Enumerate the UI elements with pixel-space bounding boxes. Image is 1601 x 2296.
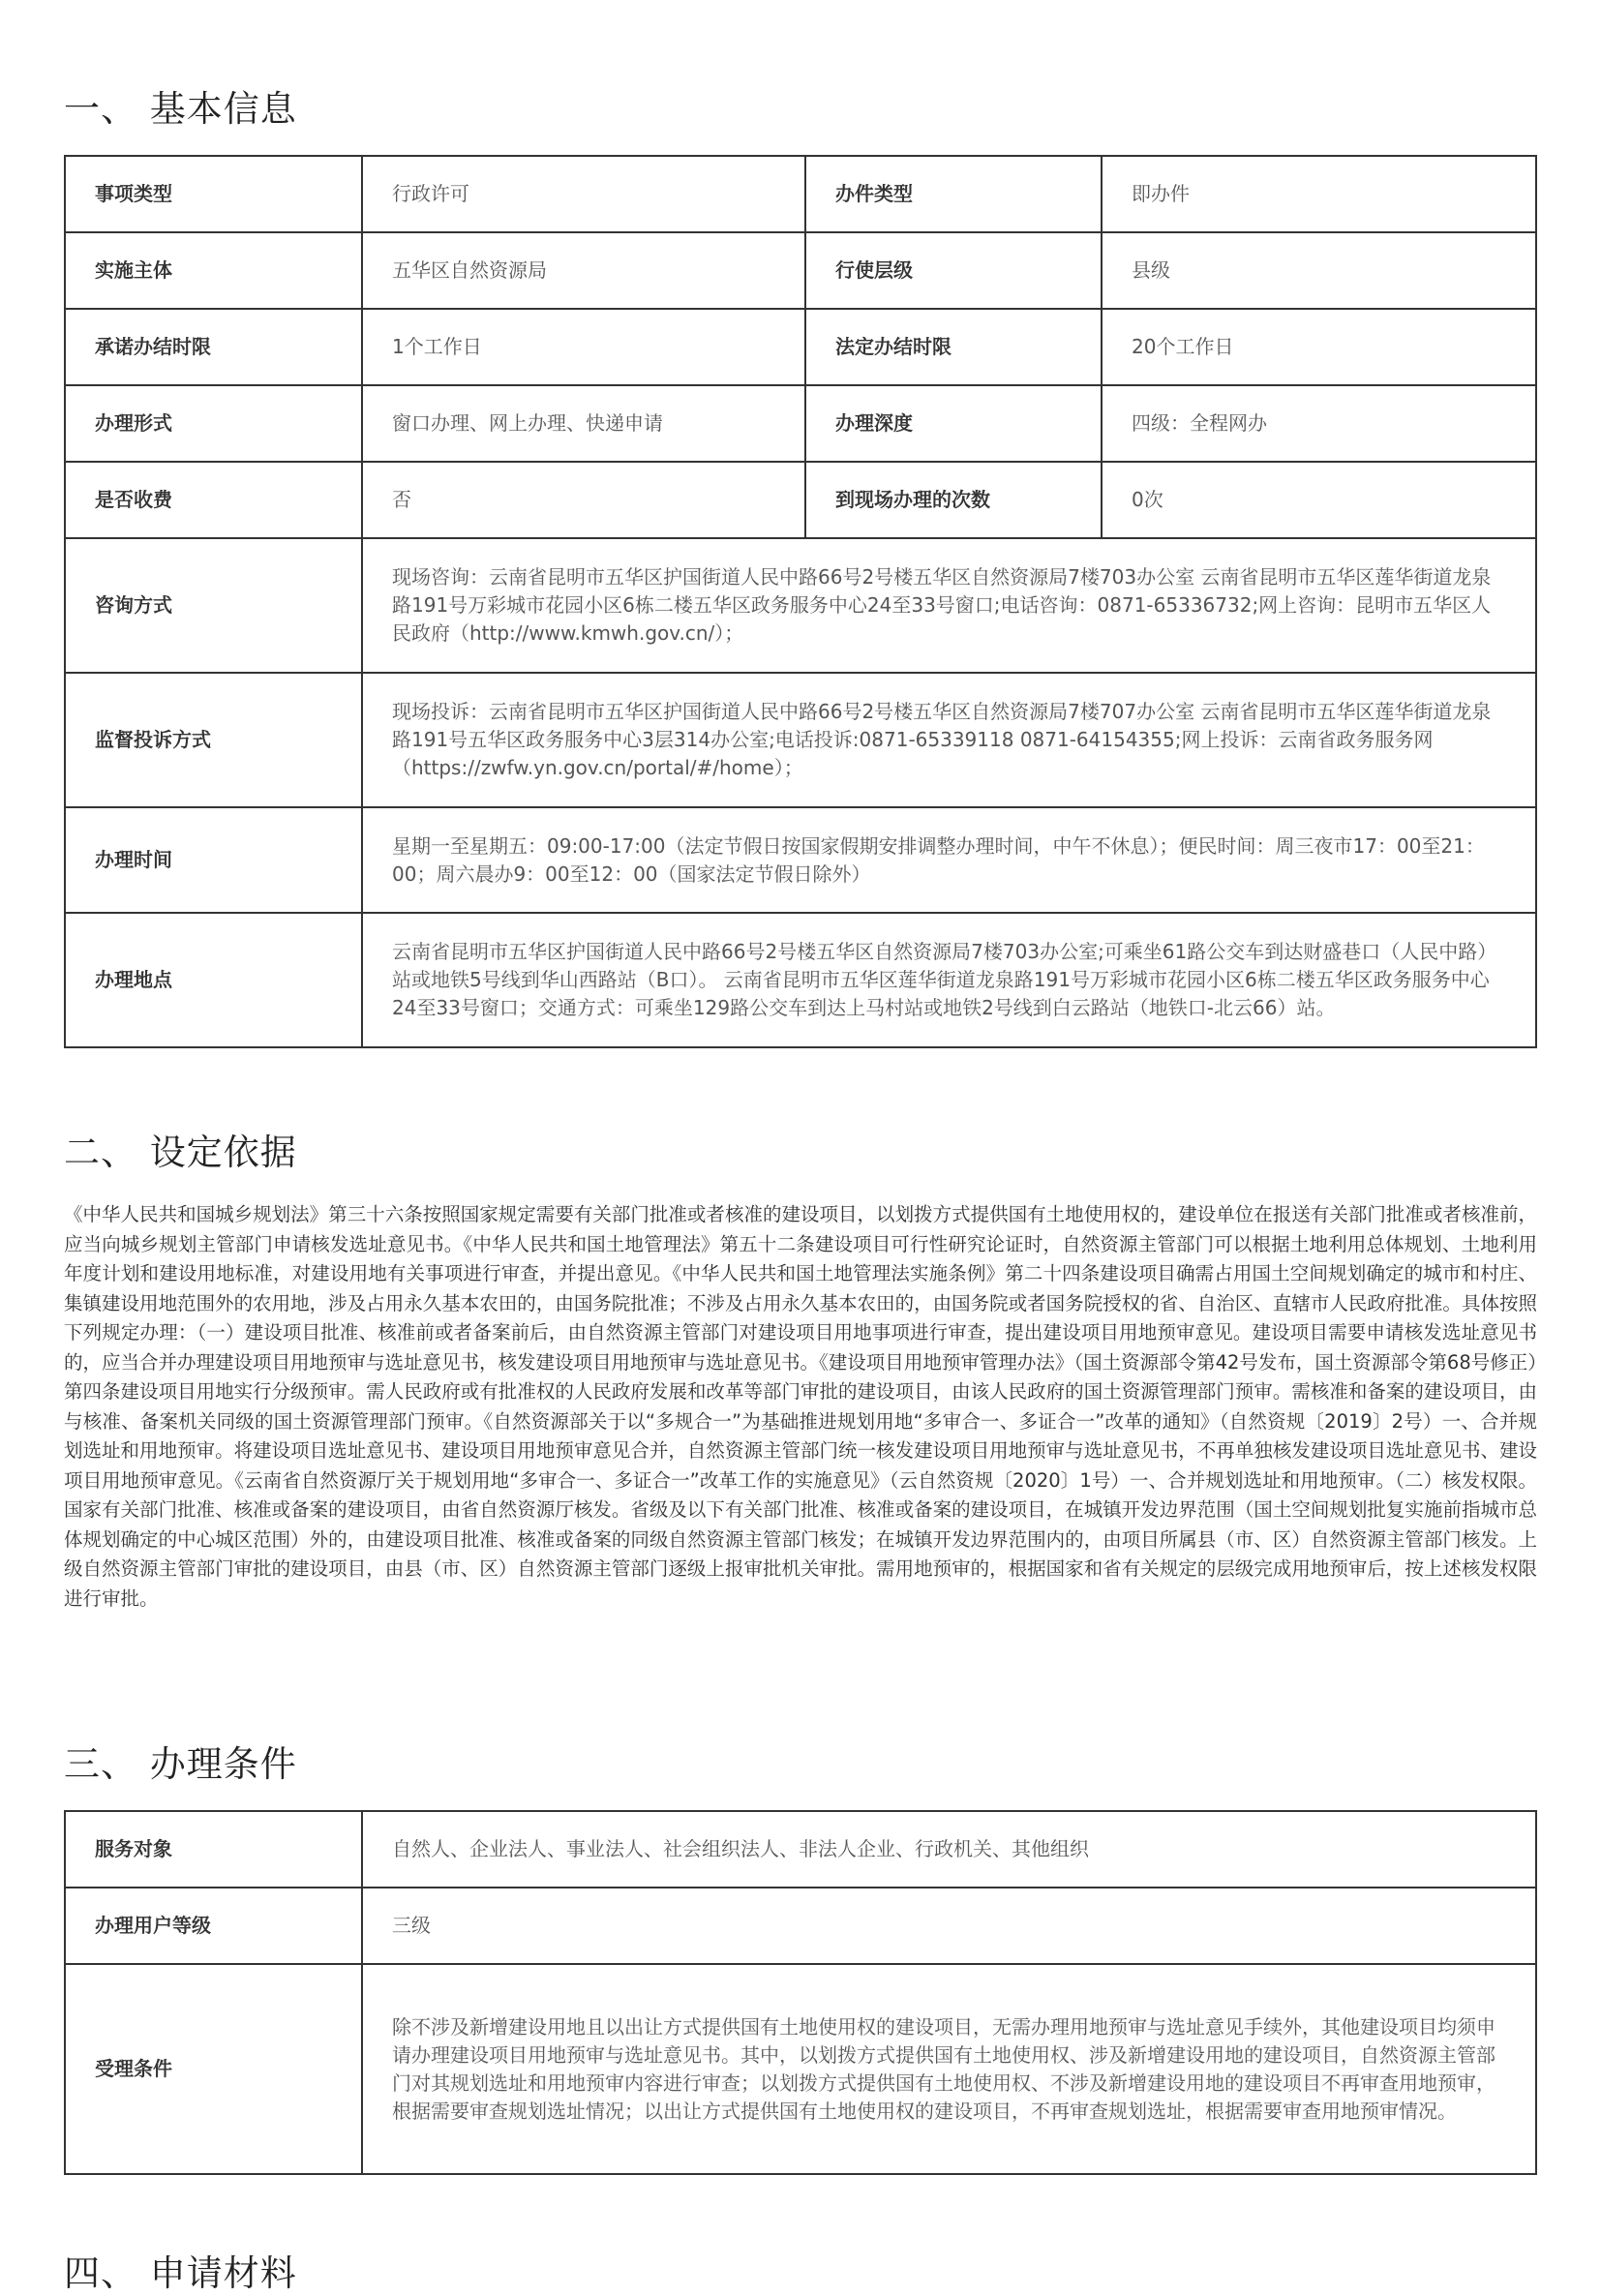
value-cell: 星期一至星期五：09:00-17:00（法定节假日按国家假期安排调整办理时间，中午不休息）；便民时间：周三夜市17：00至21：00；周六晨办9：00至12：00（国家法定节假日除外） xyxy=(362,807,1536,913)
table-row xyxy=(65,1811,1536,1888)
value-cell: 五华区自然资源局 xyxy=(362,232,805,309)
value-cell: 四级：全程网办 xyxy=(1102,385,1536,462)
basic-info-table xyxy=(64,155,1537,1048)
section-title-conditions: 三、 办理条件 xyxy=(64,1743,297,1785)
value-cell: 20个工作日 xyxy=(1102,309,1536,385)
value-cell: 三级 xyxy=(362,1888,1536,1964)
key-cell: 事项类型 xyxy=(65,156,362,232)
value-cell: 除不涉及新增建设用地且以出让方式提供国有土地使用权的建设项目，无需办理用地预审与选址意见手续外，其他建设项目均须申请办理建设项目用地预审与选址意见书。其中，以划拨方式提供国有土地使用权、涉及新增建设用地的建设项目，自然资源主管部门对其规划选址和用地预审内容进行审查；以划拨方式提供国有土地使用权、不涉及新增建设用地的建设项目不再审查用地预审，根据需要审查规划选址情况；以出让方式提供国有土地使用权的建设项目，不再审查规划选址，根据需要审查用地预审情况。 xyxy=(362,1964,1536,2174)
value-cell: 1个工作日 xyxy=(362,309,805,385)
key-cell: 法定办结时限 xyxy=(805,309,1102,385)
table-row xyxy=(65,1888,1536,1964)
key-cell: 办理形式 xyxy=(65,385,362,462)
key-cell: 服务对象 xyxy=(65,1811,362,1888)
key-cell: 行使层级 xyxy=(805,232,1102,309)
legal-basis-text: 《中华人民共和国城乡规划法》第三十六条按照国家规定需要有关部门批准或者核准的建设项目，以划拨方式提供国有土地使用权的，建设单位在报送有关部门批准或者核准前，应当向城乡规划主管部门申请核发选址意见书。《中华人民共和国土地管理法》第五十二条建设项目可行性研究论证时，自然资源主管部门可以根据土地利用总体规划、土地利用年度计划和建设用地标准，对建设用地有关事项进行审查，并提出意见。《中华人民共和国土地管理法实施条例》第二十四条建设项目确需占用国土空间规划确定的城市和村庄、集镇建设用地范围外的农用地，涉及占用永久基本农田的，由国务院批准；不涉及占用永久基本农田的，由国务院或者国务院授权的省、自治区、直辖市人民政府批准。具体按照下列规定办理：（一）建设项目批准、核准前或者备案前后，由自然资源主管部门对建设项目用地事项进行审查，提出建设项目用地预审意见。建设项目需要申请核发选址意见书的，应当合并办理建设项目用地预审与选址意见书，核发建设项目用地预审与选址意见书。《建设项目用地预审管理办法》（国土资源部令第42号发布，国土资源部令第68号修正）第四条建设项目用地实行分级预审。需人民政府或有批准权的人民政府发展和改革等部门审批的建设项目，由该人民政府的国土资源管理部门预审。需核准和备案的建设项目，由与核准、备案机关同级的国土资源管理部门预审。《自然资源部关于以“多规合一”为基础推进规划用地“多审合一、多证合一”改革的通知》（自然资规〔2019〕2号）一、合并规划选址和用地预审。将建设项目选址意见书、建设项目用地预审意见合并，自然资源主管部门统一核发建设项目用地预审与选址意见书，不再单独核发建设项目选址意见书、建设项目用地预审意见。《云南省自然资源厅关于规划用地“多审合一、多证合一”改革工作的实施意见》（云自然资规〔2020〕1号）一、合并规划选址和用地预审。（二）核发权限。国家有关部门批准、核准或备案的建设项目，由省自然资源厅核发。省级及以下有关部门批准、核准或备案的建设项目，在城镇开发边界范围（国土空间规划批复实施前指城市总体规划确定的中心城区范围）外的，由建设项目批准、核准或备案的同级自然资源主管部门核发；在城镇开发边界范围内的，由项目所属县（市、区）自然资源主管部门核发。上级自然资源主管部门审批的建设项目，由县（市、区）自然资源主管部门逐级上报审批机关审批。需用地预审的，根据国家和省有关规定的层级完成用地预审后，按上述核发权限进行审批。 xyxy=(64,1203,1537,1610)
key-cell: 承诺办结时限 xyxy=(65,309,362,385)
value-cell: 自然人、企业法人、事业法人、社会组织法人、非法人企业、行政机关、其他组织 xyxy=(362,1811,1536,1888)
key-cell: 是否收费 xyxy=(65,462,362,538)
table-row xyxy=(65,156,1536,232)
key-cell: 咨询方式 xyxy=(65,538,362,673)
section-title-basic-info: 一、 基本信息 xyxy=(64,88,297,130)
key-cell: 办件类型 xyxy=(805,156,1102,232)
table-row xyxy=(65,385,1536,462)
key-cell: 实施主体 xyxy=(65,232,362,309)
value-cell: 行政许可 xyxy=(362,156,805,232)
section-title-materials: 四、 申请材料 xyxy=(64,2252,297,2294)
value-cell: 0次 xyxy=(1102,462,1536,538)
value-cell: 否 xyxy=(362,462,805,538)
value-cell: 县级 xyxy=(1102,232,1536,309)
key-cell: 受理条件 xyxy=(65,1964,362,2174)
table-row xyxy=(65,913,1536,1047)
table-row xyxy=(65,309,1536,385)
section-title-legal-basis: 二、 设定依据 xyxy=(64,1132,297,1173)
key-cell: 到现场办理的次数 xyxy=(805,462,1102,538)
key-cell: 办理地点 xyxy=(65,913,362,1047)
table-row xyxy=(65,538,1536,673)
key-cell: 办理用户等级 xyxy=(65,1888,362,1964)
conditions-table xyxy=(64,1810,1537,2175)
key-cell: 办理深度 xyxy=(805,385,1102,462)
table-row xyxy=(65,673,1536,807)
table-row xyxy=(65,807,1536,913)
value-cell: 现场咨询：云南省昆明市五华区护国街道人民中路66号2号楼五华区自然资源局7楼703办公室 云南省昆明市五华区莲华街道龙泉路191号万彩城市花园小区6栋二楼五华区政务服务中心24至33号窗口;电话咨询：0871-65336732;网上咨询：昆明市五华区人民政府（http://www.kmwh.gov.cn/）； xyxy=(362,538,1536,673)
value-cell: 现场投诉：云南省昆明市五华区护国街道人民中路66号2号楼五华区自然资源局7楼707办公室 云南省昆明市五华区莲华街道龙泉路191号五华区政务服务中心3层314办公室;电话投诉:0871-65339118 0871-64154355;网上投诉：云南省政务服务网（https://zwfw.yn.gov.cn/portal/#/home）； xyxy=(362,673,1536,807)
value-cell: 即办件 xyxy=(1102,156,1536,232)
value-cell: 云南省昆明市五华区护国街道人民中路66号2号楼五华区自然资源局7楼703办公室;可乘坐61路公交车到达财盛巷口（人民中路）站或地铁5号线到华山西路站（B口）。 云南省昆明市五华区莲华街道龙泉路191号万彩城市花园小区6栋二楼五华区政务服务中心24至33号窗口；交通方式：可乘坐129路公交车到达上马村站或地铁2号线到白云路站（地铁口-北云66）站。 xyxy=(362,913,1536,1047)
value-cell: 窗口办理、网上办理、快递申请 xyxy=(362,385,805,462)
key-cell: 监督投诉方式 xyxy=(65,673,362,807)
table-row xyxy=(65,1964,1536,2174)
table-row xyxy=(65,232,1536,309)
key-cell: 办理时间 xyxy=(65,807,362,913)
table-row xyxy=(65,462,1536,538)
